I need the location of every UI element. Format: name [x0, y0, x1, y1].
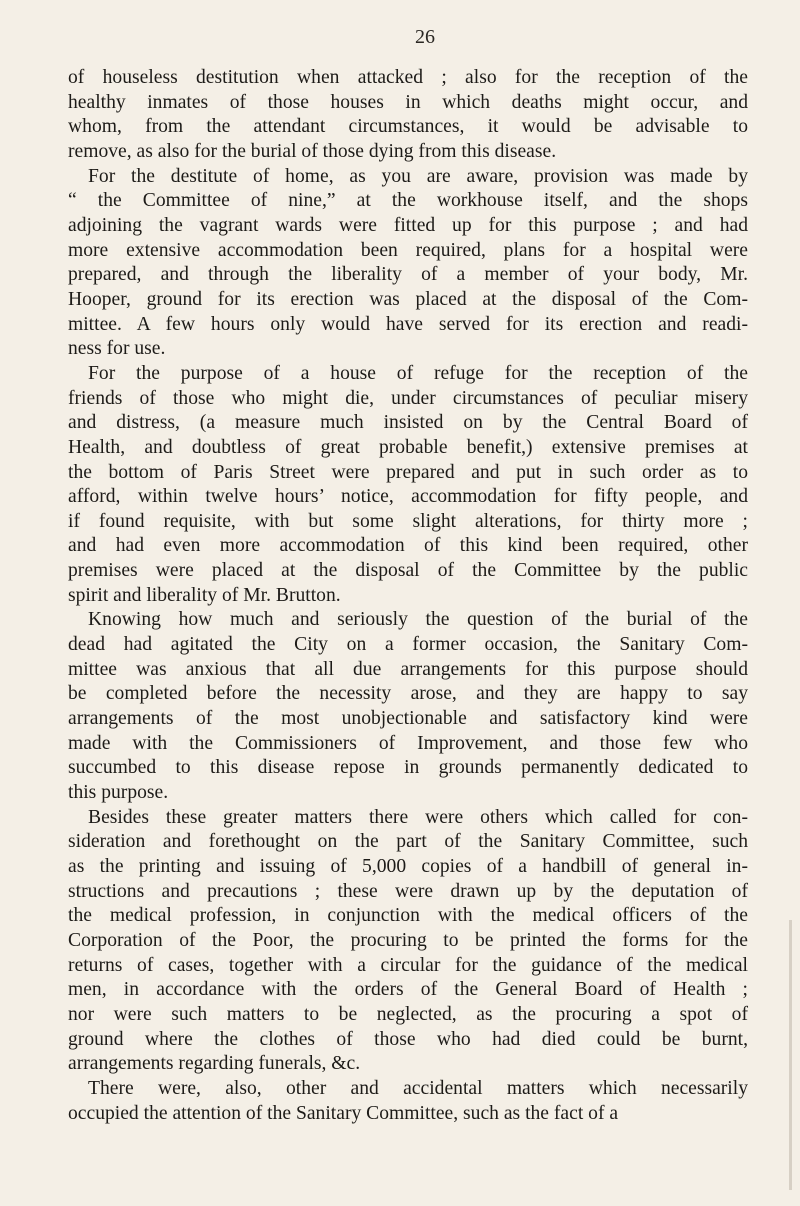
- text-line: For the destitute of home, as you are aware, provision was made by: [88, 165, 748, 187]
- text-line: Besides these greater matters there were others which called for con-: [88, 806, 748, 828]
- text-line: mittee was anxious that all due arrangements for this purpose should: [68, 658, 748, 680]
- text-line: prepared, and through the liberality of a member of your body, Mr.: [68, 264, 748, 286]
- text-line: if found requisite, with but some slight alterations, for thirty more ;: [68, 510, 748, 532]
- text-line: more extensive accommodation been required, plans for a hospital were: [68, 239, 748, 261]
- text-line: and had even more accommodation of this kind been required, other: [68, 535, 748, 557]
- text-line: be completed before the necessity arose, and they are happy to say: [68, 683, 748, 705]
- text-line: and distress, (a measure much insisted on by the Central Board of: [68, 412, 748, 434]
- text-line: mittee. A few hours only would have served for its erection and readi-: [68, 313, 748, 335]
- text-line: of houseless destitution when attacked ; also for the reception of the: [68, 67, 748, 88]
- text-line: adjoining the vagrant wards were fitted up for this purpose ; and had: [68, 214, 748, 236]
- text-line: nor were such matters to be neglected, as the procuring a spot of: [68, 1003, 748, 1025]
- text-line: Health, and doubtless of great probable benefit,) extensive premises at: [68, 436, 748, 458]
- text-line: arrangements of the most unobjectionable and satisfactory kind were: [68, 708, 748, 730]
- text-line: occupied the attention of the Sanitary Committee, such as the fact of a: [68, 1102, 619, 1124]
- text-line: the bottom of Paris Street were prepared and put in such order as to: [68, 461, 748, 483]
- body-text: [68, 66, 748, 1126]
- text-line: There were, also, other and accidental matters which necessarily: [88, 1077, 748, 1099]
- text-line: healthy inmates of those houses in which deaths might occur, and: [68, 91, 748, 113]
- text-line: Hooper, ground for its erection was placed at the disposal of the Com-: [68, 288, 748, 310]
- text-line: sideration and forethought on the part of the Sanitary Committee, such: [68, 831, 748, 853]
- text-line: spirit and liberality of Mr. Brutton.: [68, 584, 341, 606]
- text-line: returns of cases, together with a circular for the guidance of the medical: [68, 954, 748, 976]
- text-line: “ the Committee of nine,” at the workhouse itself, and the shops: [68, 190, 748, 212]
- text-line: remove, as also for the burial of those dying from this disease.: [68, 140, 557, 162]
- text-line: ness for use.: [68, 338, 166, 360]
- text-line: succumbed to this disease repose in grounds permanently dedicated to: [68, 757, 748, 779]
- text-line: this purpose.: [68, 782, 169, 804]
- text-line: For the purpose of a house of refuge for the reception of the: [88, 362, 748, 384]
- text-line: whom, from the attendant circumstances, it would be advisable to: [68, 116, 748, 138]
- text-line: the medical profession, in conjunction with the medical officers of the: [68, 905, 748, 927]
- text-line: structions and precautions ; these were drawn up by the deputation of: [68, 880, 748, 902]
- text-line: as the printing and issuing of 5,000 copies of a handbill of general in-: [68, 856, 748, 877]
- text-line: afford, within twelve hours’ notice, accommodation for fifty people, and: [68, 486, 748, 508]
- text-line: premises were placed at the disposal of the Committee by the public: [68, 560, 748, 582]
- page-edge-shadow: [789, 920, 792, 1190]
- text-line: friends of those who might die, under circumstances of peculiar misery: [68, 387, 748, 409]
- text-line: men, in accordance with the orders of the General Board of Health ;: [68, 979, 748, 1001]
- text-line: dead had agitated the City on a former occasion, the Sanitary Com-: [68, 634, 748, 656]
- text-line: Corporation of the Poor, the procuring to be printed the forms for the: [68, 929, 748, 951]
- text-line: made with the Commissioners of Improvement, and those few who: [68, 732, 748, 754]
- text-line: ground where the clothes of those who had died could be burnt,: [68, 1028, 748, 1050]
- page-number: 26: [415, 26, 435, 48]
- text-line: Knowing how much and seriously the question of the burial of the: [88, 609, 748, 631]
- text-line: arrangements regarding funerals, &c.: [68, 1053, 361, 1075]
